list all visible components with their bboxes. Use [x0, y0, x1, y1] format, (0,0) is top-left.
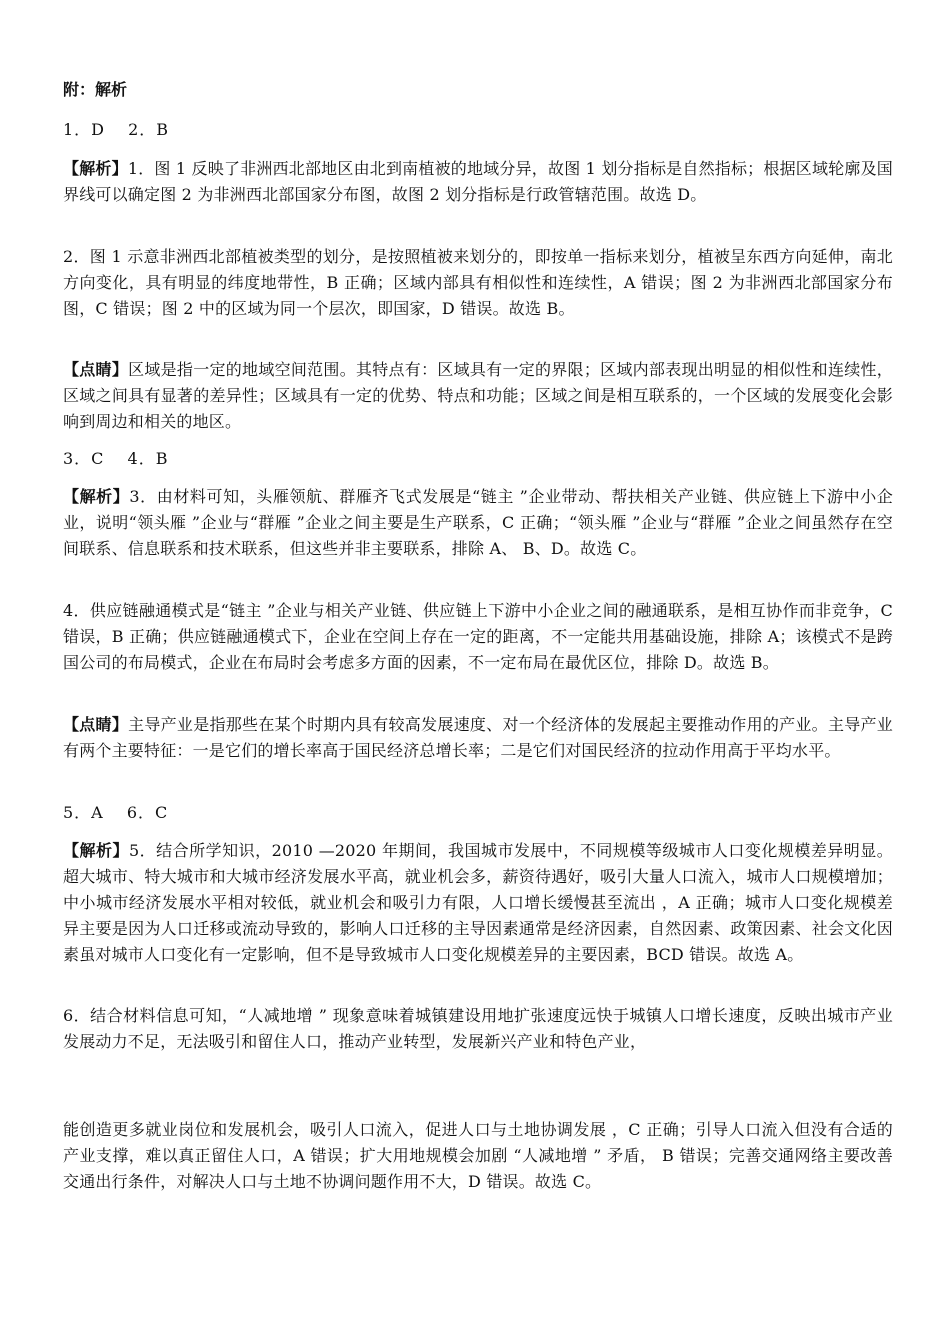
analysis-text: 5．结合所学知识，2010 —2020 年期间，我国城市发展中，不同规模等级城市人口变化规模差异明显。超大城市、特大城市和大城市经济发展水平高，就业机会多，薪资待遇好，吸引大量人口流入，城市人口规模增加；中小城市经济发展水平相对较低，就业机会和吸引力有限，人口增长缓慢甚至流出 ，A 正确；城市人口变化规模差异主要是因为人口迁移或流动导致的，影响人口迁移的主导因素通常是经济因素，自然因素、政策因素、社会文化因素虽对城市人口变化有一定影响，但不是导致城市人口变化规模差异的主要因素，BCD 错误。故选 A。: [63, 841, 893, 964]
analysis-paragraph-1: [63, 156, 893, 208]
key-point-tag: 【点睛】: [63, 360, 129, 379]
analysis-tag: 【解析】: [63, 159, 128, 178]
analysis-paragraph-7: 能创造更多就业岗位和发展机会，吸引人口流入，促进人口与土地协调发展 ，C 正确；引导人口流入但没有合适的产业支撑，难以真正留住人口，A 错误；扩大用地规模会加剧 “人减地增 ” 矛盾， B 错误；完善交通网络主要改善交通出行条件，对解决人口与土地不协调问题作用不大，D 错误。故选 C。: [63, 1120, 893, 1191]
key-point-text: 区域是指一定的地域空间范围。其特点有：区域具有一定的界限；区域内部表现出明显的相似性和连续性，区域之间具有显著的差异性；区域具有一定的优势、特点和功能；区域之间是相互联系的，一个区域的发展变化会影响到周边和相关的地区。: [63, 360, 893, 431]
analysis-paragraph-4: 4．供应链融通模式是“链主 ”企业与相关产业链、供应链上下游中小企业之间的融通联系，是相互协作而非竞争，C 错误，B 正确；供应链融通模式下，企业在空间上存在一定的距离，不一定能共用基础设施，排除 A；该模式不是跨国公司的布局模式，企业在布局时会考虑多方面的因素，不一定布局在最优区位，排除 D。故选 B。: [63, 601, 893, 672]
answer-key-1-2: 1．D 2．B: [63, 120, 170, 139]
analysis-tag: 【解析】: [63, 487, 130, 506]
analysis-paragraph-5: [63, 838, 893, 968]
analysis-paragraph-2: 2．图 1 示意非洲西北部植被类型的划分，是按照植被来划分的，即按单一指标来划分，植被呈东西方向延伸，南北方向变化，具有明显的纬度地带性，B 正确；区域内部具有相似性和连续性，A 错误；图 2 为非洲西北部国家分布图，C 错误；图 2 中的区域为同一个层次，即国家，D 错误。故选 B。: [63, 247, 893, 318]
section-title: 附：解析: [63, 80, 128, 99]
analysis-paragraph-3: [63, 484, 893, 562]
key-point-paragraph-2: [63, 712, 893, 764]
answer-key-3-4: [63, 446, 893, 472]
answer-text: 3．C 4．B: [63, 449, 169, 468]
answer-text: 5．A 6．C: [63, 803, 169, 822]
analysis-text: 1．图 1 反映了非洲西北部地区由北到南植被的地域分异，故图 1 划分指标是自然指标；根据区域轮廓及国界线可以确定图 2 为非洲西北部国家分布图，故图 2 划分指标是行政管辖范围。故选 D。: [63, 159, 893, 204]
key-point-tag: 【点睛】: [63, 715, 129, 734]
key-point-text: 主导产业是指那些在某个时期内具有较高发展速度、对一个经济体的发展起主要推动作用的产业。主导产业有两个主要特征：一是它们的增长率高于国民经济总增长率；二是它们对国民经济的拉动作用高于平均水平。: [63, 715, 893, 760]
analysis-text: 3．由材料可知，头雁领航、群雁齐飞式发展是“链主 ”企业带动、帮扶相关产业链、供应链上下游中小企业，说明“领头雁 ”企业与“群雁 ”企业之间主要是生产联系，C 正确；“领头雁 ”企业与“群雁 ”企业之间虽然存在空间联系、信息联系和技术联系，但这些并非主要联系，排除 A、 B、D。故选 C。: [63, 487, 893, 558]
analysis-tag: 【解析】: [63, 841, 129, 860]
key-point-paragraph-1: [63, 357, 893, 435]
analysis-paragraph-6: 6．结合材料信息可知，“人减地增 ” 现象意味着城镇建设用地扩张速度远快于城镇人口增长速度，反映出城市产业发展动力不足，无法吸引和留住人口，推动产业转型，发展新兴产业和特色产业，: [63, 1006, 893, 1051]
answer-key-5-6: [63, 800, 893, 826]
